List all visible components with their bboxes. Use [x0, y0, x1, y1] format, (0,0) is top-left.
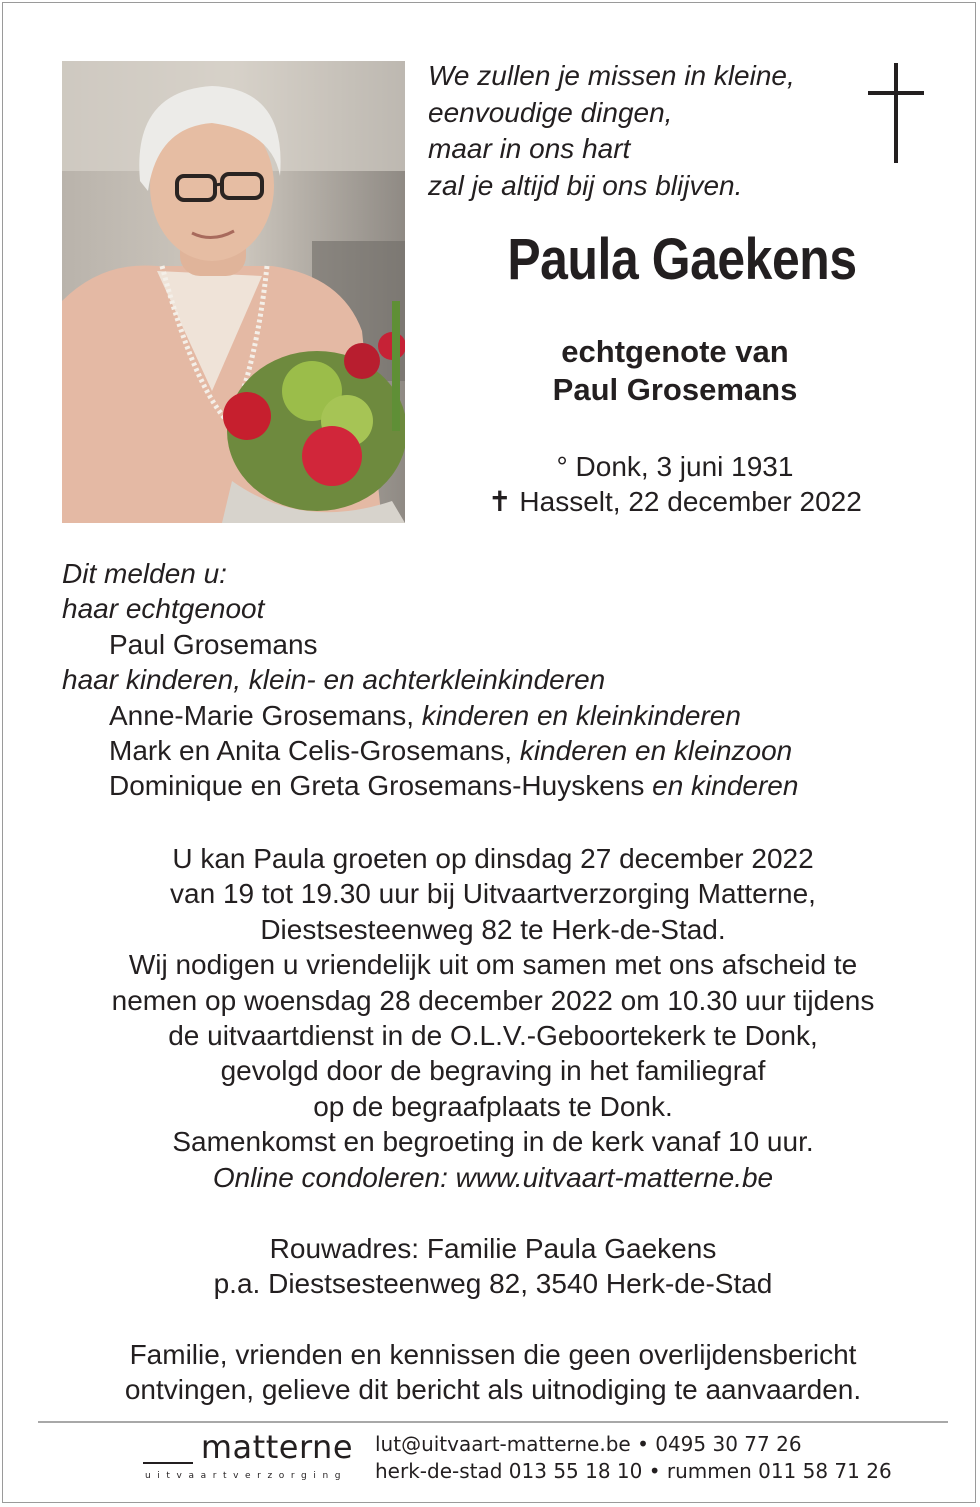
- closing-note: [43, 1337, 943, 1408]
- family-member-name: Dominique en Greta Grosemans-Huyskens: [109, 770, 645, 802]
- ceremony-line: op de begraafplaats te Donk.: [313, 1090, 673, 1122]
- family-member-name: Anne-Marie Grosemans,: [109, 699, 415, 731]
- poem-line: eenvoudige dingen,: [428, 96, 673, 128]
- announcement-intro: Dit melden u:: [62, 558, 227, 589]
- family-member-row: [62, 698, 942, 733]
- spouse-name: Paul Grosemans: [109, 628, 318, 660]
- death-date: ✝ Hasselt, 22 december 2022: [488, 486, 862, 517]
- closing-line: Familie, vrienden en kennissen die geen overlijdensbericht: [129, 1339, 857, 1370]
- closing-line: ontvingen, gelieve dit bericht als uitnodiging te aanvaarden.: [124, 1374, 862, 1406]
- obituary-card: [2, 2, 976, 1503]
- logo-rule: [143, 1462, 193, 1464]
- portrait-image: [62, 61, 405, 523]
- footer-divider: [38, 1421, 948, 1423]
- ceremony-line: nemen op woensdag 28 december 2022 om 10.30 uur tijdens: [111, 984, 875, 1016]
- contact-line: herk-de-stad 013 55 18 10 • rummen 011 58 71 26: [375, 1459, 892, 1483]
- ceremony-line: van 19 tot 19.30 uur bij Uitvaartverzorging Matterne,: [170, 878, 816, 910]
- poem-line: zal je altijd bij ons blijven.: [428, 169, 743, 201]
- deceased-name: Paula Gaekens: [507, 227, 857, 292]
- poem: [428, 58, 795, 204]
- cross-icon: [865, 63, 927, 163]
- ceremony-line: Diestsesteenweg 82 te Herk-de-Stad.: [260, 913, 726, 945]
- ceremony-info: [43, 841, 943, 1195]
- family-member-row: [62, 733, 942, 768]
- poem-line: maar in ons hart: [428, 133, 631, 164]
- poem-line: We zullen je missen in kleine,: [428, 60, 795, 91]
- family-member-row: [62, 768, 942, 803]
- family-member-suffix: kinderen en kleinzoon: [512, 735, 793, 767]
- family-member-name: Mark en Anita Celis-Grosemans,: [109, 735, 513, 767]
- logo-wordmark: matterne: [200, 1428, 353, 1466]
- address-line: p.a. Diestsesteenweg 82, 3540 Herk-de-Stad: [213, 1268, 773, 1300]
- spouse-label: haar echtgenoot: [62, 593, 265, 625]
- family-member-suffix: kinderen en kleinkinderen: [414, 699, 741, 731]
- mourning-address: [43, 1231, 943, 1302]
- contact-line[interactable]: lut@uitvaart-matterne.be • 0495 30 77 26: [375, 1432, 802, 1456]
- online-condolence-link[interactable]: Online condoleren: www.uitvaart-matterne.be: [212, 1161, 774, 1193]
- relation: [443, 333, 907, 409]
- address-line: Rouwadres: Familie Paula Gaekens: [269, 1233, 717, 1264]
- ceremony-line: Wij nodigen u vriendelijk uit om samen met ons afscheid te: [128, 949, 858, 981]
- ceremony-line: de uitvaartdienst in de O.L.V.-Geboortekerk te Donk,: [168, 1020, 818, 1052]
- logo-subtitle: uitvaartverzorging: [145, 1471, 348, 1481]
- ceremony-line: U kan Paula groeten op dinsdag 27 december 2022: [172, 843, 814, 874]
- relation-label: echtgenote van: [561, 334, 789, 369]
- ceremony-line: gevolgd door de begraving in het familiegraf: [220, 1055, 766, 1087]
- footer-contact: [375, 1431, 892, 1485]
- matterne-logo: [143, 1429, 355, 1489]
- portrait-photo: [62, 61, 405, 523]
- relation-name: Paul Grosemans: [552, 372, 798, 407]
- ceremony-line: Samenkomst en begroeting in de kerk vanaf 10 uur.: [172, 1126, 814, 1158]
- life-dates: [443, 449, 907, 519]
- children-label: haar kinderen, klein- en achterkleinkinderen: [62, 664, 606, 696]
- birth-date: ° Donk, 3 juni 1931: [556, 451, 794, 482]
- family-member-suffix: en kinderen: [644, 770, 799, 802]
- family-announcement: [62, 556, 942, 804]
